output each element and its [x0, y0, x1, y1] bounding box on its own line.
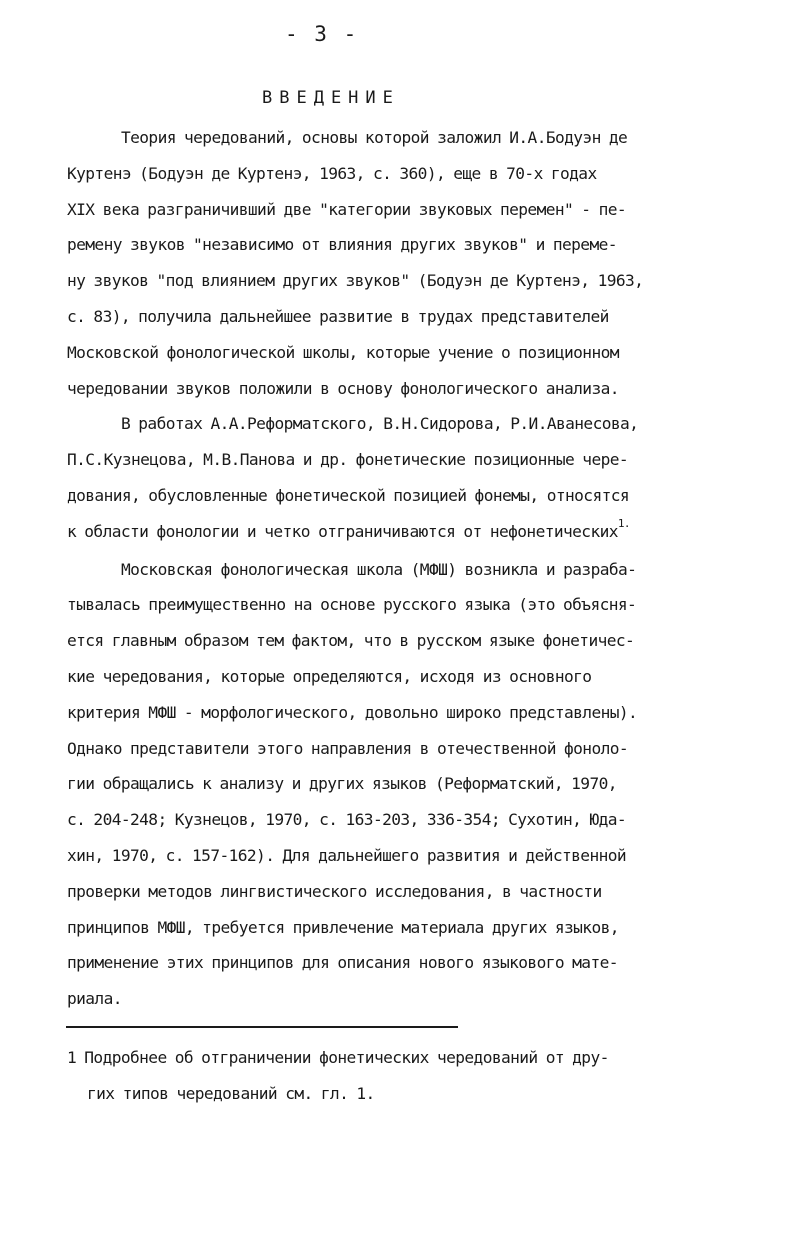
paragraph-2-line: дования, обусловленные фонетической позицией фонемы, относятся [67, 485, 630, 505]
section-heading: ВВЕДЕНИЕ [262, 88, 400, 108]
paragraph-2-line-text: к области фонологии и четко отграничиваются от нефонетических [67, 521, 618, 541]
paragraph-3-line: критерия МФШ - морфологического, довольно широко представлены). [67, 702, 638, 722]
paragraph-3-line: применение этих принципов для описания нового языкового мате- [67, 953, 618, 973]
paragraph-3-line: проверки методов лингвистического исследования, в частности [67, 881, 602, 901]
paragraph-3-line: кие чередования, которые определяются, исходя из основного [67, 666, 592, 686]
footnote-divider [66, 1026, 458, 1028]
paragraph-1-line: ну звуков "под влиянием других звуков" (Бодуэн де Куртенэ, 1963, [67, 271, 644, 291]
page-number: - 3 - [285, 22, 359, 46]
paragraph-1-line: XIX века разграничивший две "категории звуковых перемен" - пе- [67, 199, 627, 219]
footnote-line: 1 Подробнее об отграничении фонетических чередований от дру- [67, 1048, 609, 1067]
footnote [67, 1040, 757, 1112]
paragraph-3-line: хин, 1970, с. 157-162). Для дальнейшего развития и действенной [67, 845, 627, 865]
paragraph-3-line: тывалась преимущественно на основе русского языка (это объясня- [67, 595, 637, 615]
footnote-marker: 1. [617, 516, 630, 530]
paragraph-1-line: чередовании звуков положили в основу фонологического анализа. [67, 378, 619, 398]
paragraph-3-line: Однако представители этого направления в отечественной фоноло- [67, 738, 629, 758]
paragraph-2-line: П.С.Кузнецова, М.В.Панова и др. фонетические позиционные чере- [67, 450, 629, 470]
footnote-line: гих типов чередований см. гл. 1. [87, 1084, 375, 1103]
paragraph-1-line: Теория чередований, основы которой заложил И.А.Бодуэн де [121, 128, 628, 147]
paragraph-1-line: Московской фонологической школы, которые учение о позиционном [67, 342, 619, 362]
paragraph-1-line: ремену звуков "независимо от влияния других звуков" и переме- [67, 235, 617, 255]
paragraph-3-line: принципов МФШ, требуется привлечение материала других языков, [67, 917, 619, 937]
paragraph-3-line: с. 204-248; Кузнецов, 1970, с. 163-203, 336-354; Сухотин, Юда- [67, 810, 627, 830]
paragraph-1-line: с. 83), получила дальнейшее развитие в трудах представителей [67, 306, 609, 326]
paragraph-1-line: Куртенэ (Бодуэн де Куртенэ, 1963, с. 360), еще в 70-х годах [67, 163, 597, 183]
paragraph-2-line: В работах А.А.Реформатского, В.Н.Сидорова, Р.И.Аванесова, [121, 414, 639, 434]
body-text [67, 120, 757, 1017]
paragraph-2-last-line [67, 514, 757, 552]
paragraph-3-line: ется главным образом тем фактом, что в русском языке фонетичес- [67, 631, 635, 651]
paragraph-3-line: риала. [67, 989, 122, 1009]
paragraph-3-line: Московская фонологическая школа (МФШ) возникла и разраба- [121, 559, 637, 579]
paragraph-3-line: гии обращались к анализу и других языков (Реформатский, 1970, [67, 774, 617, 794]
